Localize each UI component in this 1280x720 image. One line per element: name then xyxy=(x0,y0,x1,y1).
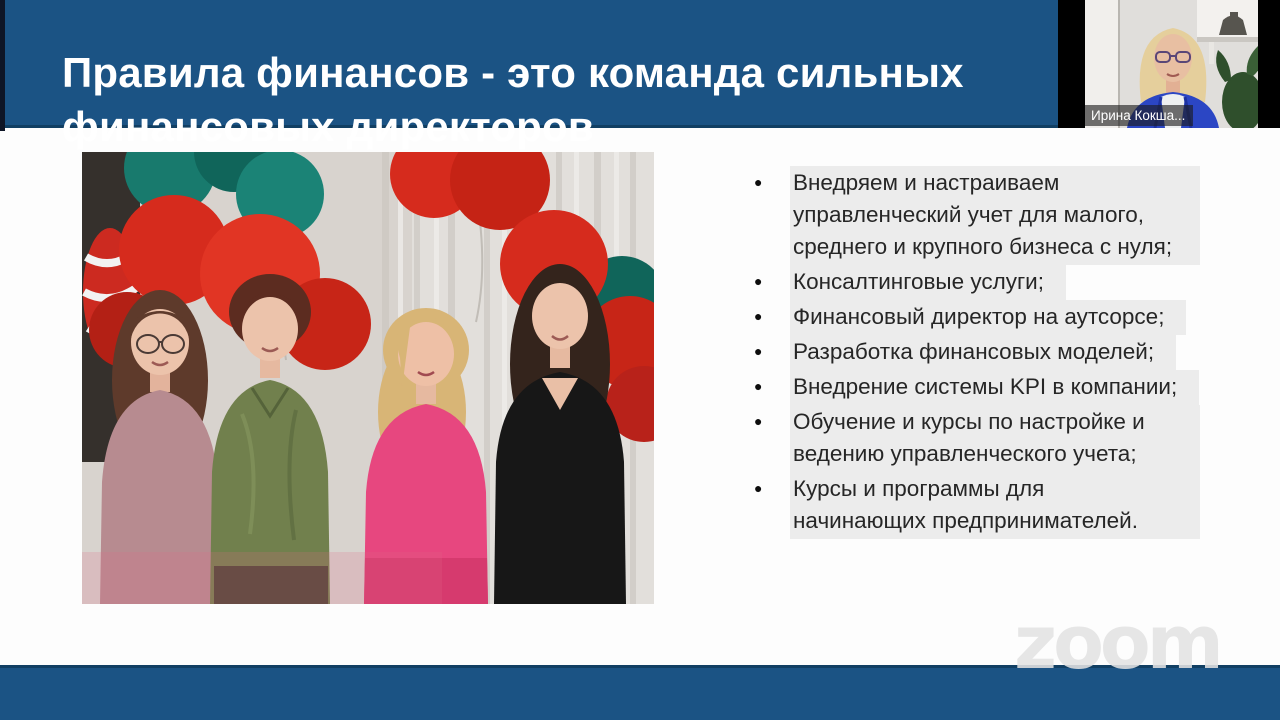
bullet-icon: ● xyxy=(754,273,763,289)
zoom-watermark: zoom xyxy=(1014,600,1220,686)
list-item xyxy=(742,300,1224,335)
list-item-text: Консалтинговые услуги; xyxy=(790,265,1066,300)
list-item-text: Разработка финансовых моделей; xyxy=(790,335,1176,370)
list-item xyxy=(742,370,1224,405)
list-item-text: Финансовый директор на аутсорсе; xyxy=(790,300,1186,335)
bullet-icon: ● xyxy=(754,413,763,429)
bullet-icon: ● xyxy=(754,480,763,496)
team-photo xyxy=(82,152,654,604)
webcam-tile[interactable] xyxy=(1058,0,1280,128)
list-item-text: Обучение и курсы по настройке и ведению управленческого учета; xyxy=(790,405,1200,472)
services-list xyxy=(742,166,1224,539)
list-item xyxy=(742,166,1224,265)
participant-name-label: Ирина Кокша... xyxy=(1085,105,1193,126)
list-item xyxy=(742,472,1224,539)
bullet-icon: ● xyxy=(754,308,763,324)
list-item-text: Курсы и программы для начинающих предпринимателей. xyxy=(790,472,1200,539)
bullet-icon: ● xyxy=(754,174,763,190)
list-item xyxy=(742,405,1224,472)
header-left-edge xyxy=(0,0,5,131)
list-item-text: Внедряем и настраиваем управленческий учет для малого, среднего и крупного бизнеса с нуля; xyxy=(790,166,1200,265)
slide-title: Правила финансов - это команда сильных финансовых директоров xyxy=(62,49,964,150)
bullet-icon: ● xyxy=(754,343,763,359)
bullet-icon: ● xyxy=(754,378,763,394)
list-item xyxy=(742,335,1224,370)
team-photo-illustration xyxy=(82,152,654,604)
list-item-text: Внедрение системы KPI в компании; xyxy=(790,370,1199,405)
list-item xyxy=(742,265,1224,300)
